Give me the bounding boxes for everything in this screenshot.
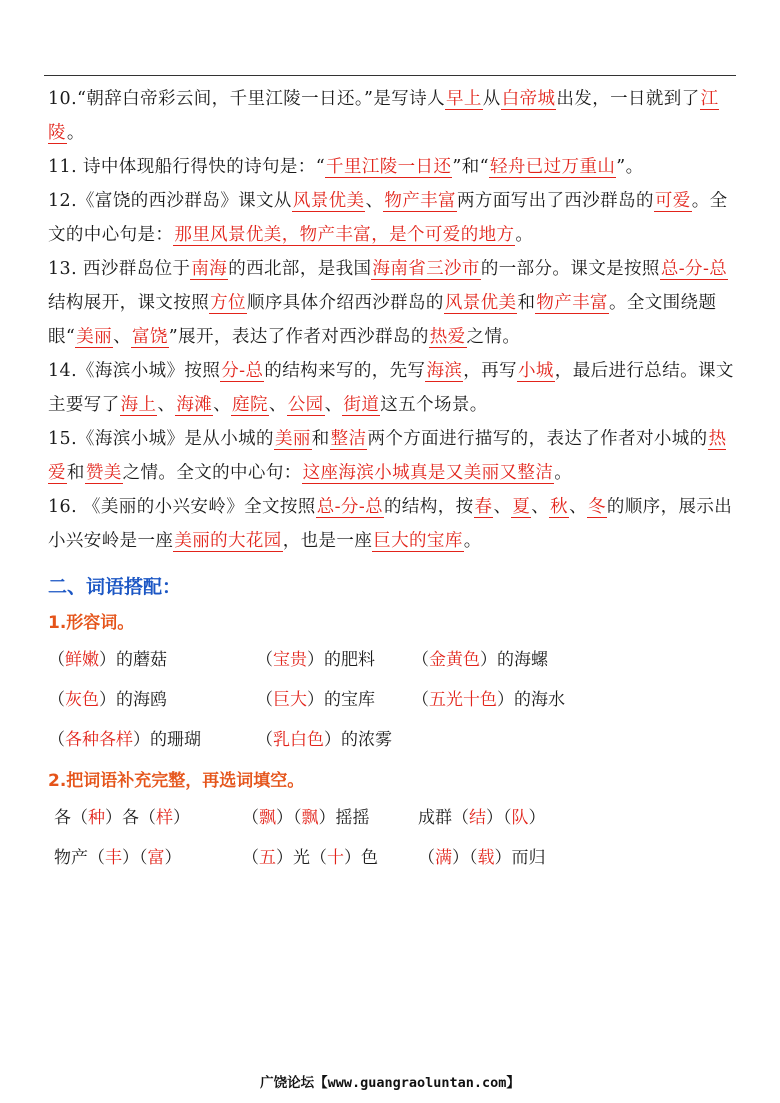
answer-word: 五 [259,848,276,868]
phrase-cell [418,798,648,838]
question-text: 、 [569,497,587,517]
question-text: 两方面写出了西沙群岛的 [456,191,654,211]
phrase-text: ）的海鸥 [99,690,167,710]
phrase-cell [48,680,256,720]
phrase-text: （ [48,730,65,750]
answer-text: 物产丰富 [536,293,608,313]
answer-word: 种 [88,808,105,828]
answer-text: 总-分-总 [660,259,728,279]
answer-text: 物产丰富 [384,191,456,211]
answer-word: 巨大 [273,690,307,710]
answer-word: 宝贵 [273,650,307,670]
question-text: 、 [157,395,176,415]
answer-word: 样 [156,808,173,828]
answer-word: 十 [327,848,344,868]
question-text: 、 [324,395,343,415]
answer-word: 灰色 [65,690,99,710]
answer-text: 夏 [512,497,531,517]
question-text: 的结构来写的，先写 [264,361,426,381]
word-completion-rows [48,798,740,878]
question-text: 两个方面进行描写的，表达了作者对小城的 [367,429,708,449]
phrase-text: ）的浓雾 [324,730,392,750]
phrase-text: ）的海螺 [480,650,548,670]
phrase-text: ）（ [122,848,148,868]
answer-word: 飘 [301,808,319,828]
answer-text: 可爱 [654,191,691,211]
answer-text: 美丽的大花园 [174,531,282,551]
question-text: 。 [66,123,85,143]
phrase-text: （ [48,690,65,710]
answer-text: 总-分-总 [316,497,384,517]
answer-text: 整洁 [330,429,367,449]
answer-word: 各种各样 [65,730,133,750]
phrase-text: 物产（ [54,848,105,868]
phrase-text: 各（ [54,808,88,828]
phrase-text: （ [242,848,259,868]
question-text: 之情。 [466,327,521,347]
phrase-cell [412,640,662,680]
answer-word: 五光十色 [429,690,497,710]
answer-text: 街道 [343,395,380,415]
answer-text: 热爱 [48,429,727,483]
answer-text: 海南省三沙市 [372,259,480,279]
answer-text: 庭院 [232,395,268,415]
question-text: 。 [515,225,534,245]
phrase-cell [412,680,662,720]
answer-text: 江陵 [48,89,719,143]
answer-text: 秋 [550,497,569,517]
phrase-text: ）的珊瑚 [133,730,201,750]
phrase-text: 成群（ [418,808,469,828]
answer-text: 海滩 [176,395,213,415]
question-text: 10.“朝辞白帝彩云间，千里江陵一日还。”是写诗人 [48,89,445,109]
question-text: 15.《海滨小城》是从小城的 [48,429,274,449]
phrase-text: （ [48,650,65,670]
phrase-cell [256,640,412,680]
answer-text: 早上 [445,89,482,109]
question-text: 16. 《美丽的小兴安岭》全文按照 [48,497,316,517]
answer-text: 巨大的宝库 [373,531,463,551]
question-p16 [48,490,740,558]
phrase-row [48,720,740,760]
question-text: 11. 诗中体现船行得快的诗句是：“ [48,157,326,177]
phrase-row [54,798,740,838]
question-text: 和 [66,463,85,483]
answer-text: 海滨 [426,361,463,381]
phrase-cell [256,680,412,720]
question-text: 的顺序，展示出小兴安岭是一座 [48,497,733,551]
section-heading: 二、词语搭配： [48,576,182,598]
question-text: 14.《海滨小城》按照 [48,361,221,381]
question-text: 结构展开，课文按照 [48,293,210,313]
phrase-text: ）（ [486,808,512,828]
phrase-text: （ [256,730,273,750]
footer-watermark: 广饶论坛【www.guangraoluntan.com】 [260,1075,520,1091]
answer-text: 春 [474,497,493,517]
phrase-cell [256,720,412,760]
question-text: 。全文围绕题眼“ [48,293,717,347]
question-text: 。全文的中心句是： [48,191,728,245]
answer-word: 鲜嫩 [65,650,99,670]
phrase-text: ） [173,808,190,828]
answer-word: 结 [469,808,486,828]
phrase-text: ）色 [344,848,378,868]
phrase-text: ）（ [276,808,302,828]
phrase-cell [418,838,648,878]
question-text: 出发，一日就到了 [556,89,700,109]
answer-word: 丰 [105,848,122,868]
question-p15 [48,422,740,490]
question-text: 和 [311,429,330,449]
question-text: 这五个场景。 [380,395,488,415]
question-text: 的一部分。课文是按照 [480,259,660,279]
answer-word: 金黄色 [429,650,480,670]
question-text: ，再写 [463,361,517,381]
answer-text: 这座海滨小城真是又美丽又整洁 [302,463,554,483]
phrase-text: ）的宝库 [307,690,375,710]
phrase-text: （ [256,690,273,710]
phrase-text: （ [418,848,435,868]
answer-text: 风景优美 [292,191,365,211]
fill-in-questions [48,82,740,558]
answer-text: 风景优美 [444,293,517,313]
subsection-heading-adjectives: 1.形容词。 [48,613,135,633]
phrase-row [48,680,740,720]
answer-text: 方位 [210,293,246,313]
phrase-text: ）而归 [494,848,546,868]
subsection-heading-completion: 2.把词语补充完整，再选词填空。 [48,771,305,791]
question-text: ”展开，表达了作者对西沙群岛的 [168,327,429,347]
phrase-cell [242,798,418,838]
phrase-text: ）的海水 [497,690,565,710]
question-p13 [48,252,740,354]
answer-word: 富 [147,848,165,868]
question-p11 [48,150,740,184]
question-text: 。 [554,463,573,483]
answer-text: 白帝城 [501,89,556,109]
question-text: 的西北部，是我国 [228,259,372,279]
question-text: 和 [517,293,536,313]
phrase-text: ）摇摇 [318,808,370,828]
answer-word: 载 [477,848,495,868]
question-text: 12.《富饶的西沙群岛》课文从 [48,191,292,211]
answer-word: 满 [435,848,452,868]
question-text: 、 [113,327,131,347]
phrase-text: ）的肥料 [307,650,375,670]
answer-text: 冬 [587,497,606,517]
answer-text: 海上 [120,395,157,415]
phrase-cell [242,838,418,878]
answer-text: 分-总 [221,361,264,381]
phrase-cell [54,838,242,878]
question-p12 [48,184,740,252]
top-rule [44,75,736,76]
answer-text: 富饶 [131,327,168,347]
question-text: 13. 西沙群岛位于 [48,259,191,279]
question-text: 的结构，按 [384,497,474,517]
question-text: 、 [493,497,512,517]
answer-text: 热爱 [429,327,466,347]
question-text: 顺序具体介绍西沙群岛的 [246,293,444,313]
phrase-row [54,838,740,878]
question-text: ，最后进行总结。课文主要写了 [48,361,734,415]
question-text: 从 [482,89,501,109]
answer-text: 轻舟已过万重山 [489,157,616,177]
question-text: 。 [463,531,482,551]
question-p10 [48,82,740,150]
phrase-text: ）各（ [105,808,156,828]
question-text: ”和“ [452,157,489,177]
question-text: 、 [531,497,550,517]
phrase-text: ）（ [452,848,478,868]
answer-text: 小城 [517,361,554,381]
phrase-text: ）光（ [276,848,327,868]
phrase-text: （ [256,650,273,670]
answer-text: 那里风景优美，物产丰富，是个可爱的地方 [174,225,515,245]
answer-text: 南海 [191,259,228,279]
answer-word: 队 [511,808,529,828]
adjective-pairs [48,640,740,760]
phrase-cell [54,798,242,838]
answer-text: 赞美 [85,463,122,483]
question-text: 之情。全文的中心句： [122,463,302,483]
phrase-text: （ [412,650,429,670]
answer-text: 美丽 [274,429,311,449]
question-text: 、 [268,395,287,415]
phrase-cell [48,640,256,680]
worksheet-content [48,82,740,878]
phrase-cell [48,720,256,760]
question-text: 、 [213,395,232,415]
phrase-text: （ [412,690,429,710]
answer-text: 美丽 [76,327,113,347]
answer-word: 飘 [259,808,276,828]
answer-word: 乳白色 [273,730,324,750]
question-text: ，也是一座 [282,531,373,551]
question-text: 、 [365,191,384,211]
phrase-text: ） [528,808,546,828]
answer-text: 公园 [287,395,324,415]
answer-text: 千里江陵一日还 [326,157,452,177]
phrase-text: ） [164,848,182,868]
phrase-text: ）的蘑菇 [99,650,167,670]
phrase-row [48,640,740,680]
question-text: ”。 [616,157,644,177]
question-p14 [48,354,740,422]
phrase-text: （ [242,808,259,828]
